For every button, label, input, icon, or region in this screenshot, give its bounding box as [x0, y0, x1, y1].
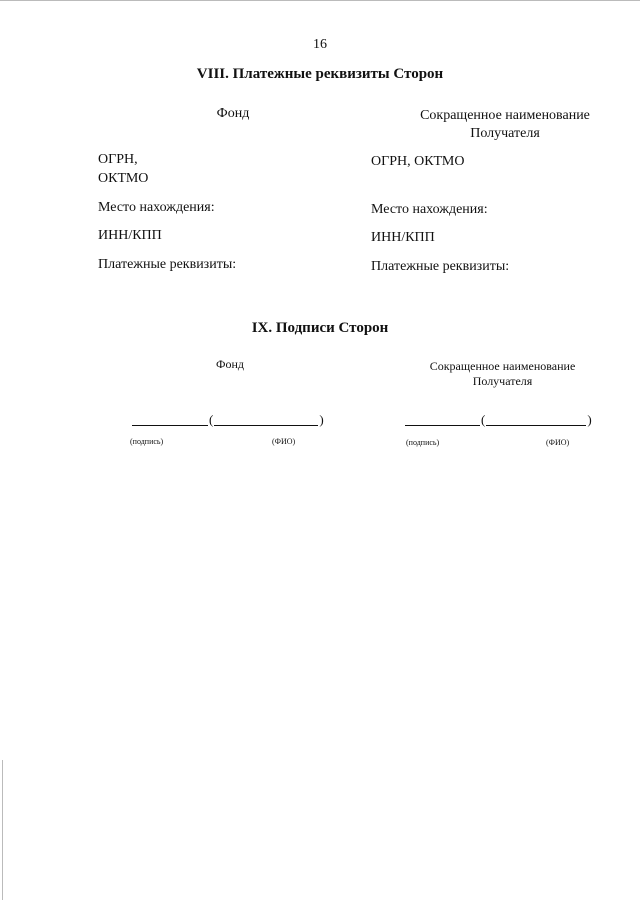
section-8-heading: VIII. Платежные реквизиты Сторон [196, 66, 444, 82]
fund-name-open-paren: ( [209, 412, 214, 427]
recipient-payment-label: Платежные реквизиты: [371, 259, 510, 274]
fund-payment-label: Платежные реквизиты: [98, 257, 237, 272]
fund-signature-blank [132, 413, 208, 426]
signature-recipient-title-line1: Сокращенное наименование [429, 359, 576, 373]
recipient-name-caption: (ФИО) [546, 438, 570, 447]
signature-recipient-title-line2: Получателя [472, 374, 533, 388]
page-number: 16 [313, 37, 327, 52]
recipient-name-open-paren: ( [481, 412, 486, 427]
fund-ogrn-label: ОГРН, [98, 152, 138, 167]
signature-fund-title: Фонд [215, 357, 244, 371]
recipient-signature-line [405, 413, 593, 426]
recipient-title-line1: Сокращенное наименование [420, 108, 590, 123]
scan-edge-left [2, 760, 3, 900]
scan-edge-top [0, 0, 640, 1]
recipient-title-line2: Получателя [470, 126, 540, 141]
recipient-name-close-paren: ) [587, 412, 592, 427]
recipient-location-label: Место нахождения: [371, 202, 488, 217]
fund-signature-caption: (подпись) [130, 437, 164, 446]
fund-location-label: Место нахождения: [98, 200, 215, 215]
recipient-signature-blank [405, 413, 480, 426]
fund-name-close-paren: ) [319, 412, 324, 427]
fund-name-blank [214, 413, 318, 426]
fund-name-caption: (ФИО) [272, 437, 296, 446]
fund-column-title: Фонд [216, 106, 250, 121]
recipient-name-blank [486, 413, 586, 426]
fund-inn-label: ИНН/КПП [98, 228, 162, 243]
fund-signature-line [132, 413, 325, 426]
recipient-ogrn-oktmo-label: ОГРН, ОКТМО [371, 154, 465, 169]
fund-oktmo-label: ОКТМО [98, 171, 149, 186]
recipient-signature-caption: (подпись) [406, 438, 440, 447]
recipient-inn-label: ИНН/КПП [371, 230, 435, 245]
section-9-heading: IX. Подписи Сторон [251, 320, 389, 336]
